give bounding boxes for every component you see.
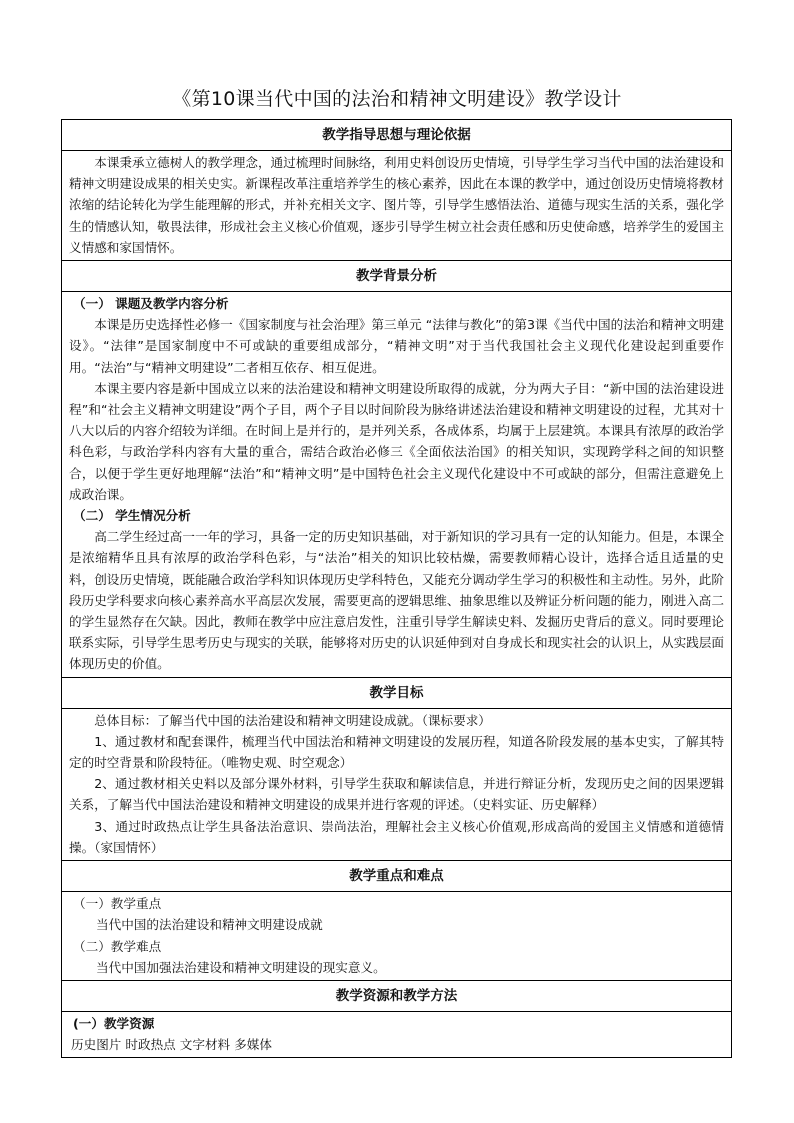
- section-heading-background: 教学背景分析: [62, 261, 732, 292]
- section-heading-guide: 教学指导思想与理论依据: [62, 120, 732, 151]
- section-heading-keypoints: 教学重点和难点: [62, 861, 732, 892]
- page-title: 《第10课当代中国的法治和精神文明建设》教学设计: [172, 88, 622, 110]
- subsection-heading: （一）教学重点: [73, 896, 162, 912]
- subsection-heading: (一）教学资源: [73, 1015, 155, 1031]
- section-body-background: [62, 292, 732, 678]
- paragraph: 3、通过时政热点让学生具备法治意识、崇尚法治，理解社会主义核心价值观,形成高尚的爱国主义情感和道德情操。（家国情怀）: [69, 818, 724, 855]
- subsection-heading: （二） 学生情况分析: [73, 508, 191, 524]
- section-body-goals: [62, 708, 732, 860]
- paragraph: 1、通过教材和配套课件，梳理当代中国法治和精神文明建设的发展历程，知道各阶段发展的基本史实，了解其特定的时空背景和阶段特征。（唯物史观、时空观念）: [69, 733, 724, 771]
- section-body-guide: [62, 151, 732, 261]
- paragraph: 本课主要内容是新中国成立以来的法治建设和精神文明建设所取得的成就，分为两大子目：“新中国的法治建设进程”和“社会主义精神文明建设”两个子目，两个子目以时间阶段为脉络讲述法治建设和精神文明建设的过程，尤其对十八大以后的内容介绍较为详细。在时间上是并行的，是并列关系，各成体系，均属于上层建筑。本课具有浓厚的政治学科色彩，与政治学科内容有大量的重合，需结合政治必修三《全面依法治国》的相关知识，实现跨学科之间的知识整合，以便于学生更好地理解“法治”和“精神文明”是中国特色社会主义现代化建设中不可或缺的部分，但需注意避免上成政治课。: [69, 380, 724, 502]
- paragraph: 2、通过教材相关史料以及部分课外材料，引导学生获取和解读信息，并进行辩证分析，发现历史之间的因果逻辑关系，了解当代中国法治建设和精神文明建设的成果并进行客观的评述。（史料实证、历史解释）: [69, 776, 724, 813]
- paragraph: 本课秉承立德树人的教学理念，通过梳理时间脉络，利用史料创设历史情境，引导学生学习当代中国的法治建设和精神文明建设成果的相关史实。新课程改革注重培养学生的核心素养，因此在本课的教学中，通过创设历史情境将教材浓缩的结论转化为学生能理解的形式，并补充相关文字、图片等，引导学生感悟法治、道德与现实生活的关系，强化学生的情感认知，敬畏法律，形成社会主义核心价值观，逐步引导学生树立社会责任感和历史使命感，培养学生的爱国主义情感和家国情怀。: [69, 155, 724, 255]
- paragraph: 总体目标：了解当代中国的法治建设和精神文明建设成就。（课标要求）: [94, 712, 491, 728]
- section-body-keypoints: [62, 892, 732, 981]
- section-heading-resources: 教学资源和教学方法: [62, 980, 732, 1011]
- paragraph: 历史图片 时政热点 文字材料 多媒体: [71, 1037, 272, 1053]
- section-body-resources: [62, 1011, 732, 1057]
- paragraph: 当代中国加强法治建设和精神文明建设的现实意义。: [96, 959, 386, 975]
- paragraph: 当代中国的法治建设和精神文明建设成就: [96, 917, 323, 933]
- subsection-heading: （一） 课题及教学内容分析: [73, 296, 229, 312]
- lesson-plan-table: [61, 119, 732, 1058]
- paragraph: 本课是历史选择性必修一《国家制度与社会治理》第三单元 “法律与教化”的第3课《当代中国的法治和精神文明建设》。“法律”是国家制度中不可或缺的重要组成部分，“精神文明”对于当代我国社会主义现代化建设起到重要作用。“法治”与“精神文明建设”二者相互依存、相互促进。: [69, 317, 724, 375]
- subsection-heading: （二）教学难点: [73, 938, 162, 954]
- paragraph: 高二学生经过高一一年的学习，具备一定的历史知识基础，对于新知识的学习具有一定的认知能力。但是，本课全是浓缩精华且具有浓厚的政治学科色彩，与“法治”相关的知识比较枯燥，需要教师精心设计，选择合适且适量的史料，创设历史情境，既能融合政治学科知识体现历史学科特色，又能充分调动学生学习的积极性和主动性。另外，此阶段历史学科要求向核心素养高水平高层次发展，需要更高的逻辑思维、抽象思维以及辨证分析问题的能力，刚进入高二的学生显然存在欠缺。因此，教师在教学中应注意启发性，注重引导学生解读史料、发掘历史背后的意义。同时要理论联系实际，引导学生思考历史与现实的关联，能够将对历史的认识延伸到对自身成长和现实社会的认识上，从实践层面体现历史的价值。: [69, 529, 724, 672]
- section-heading-goals: 教学目标: [62, 677, 732, 708]
